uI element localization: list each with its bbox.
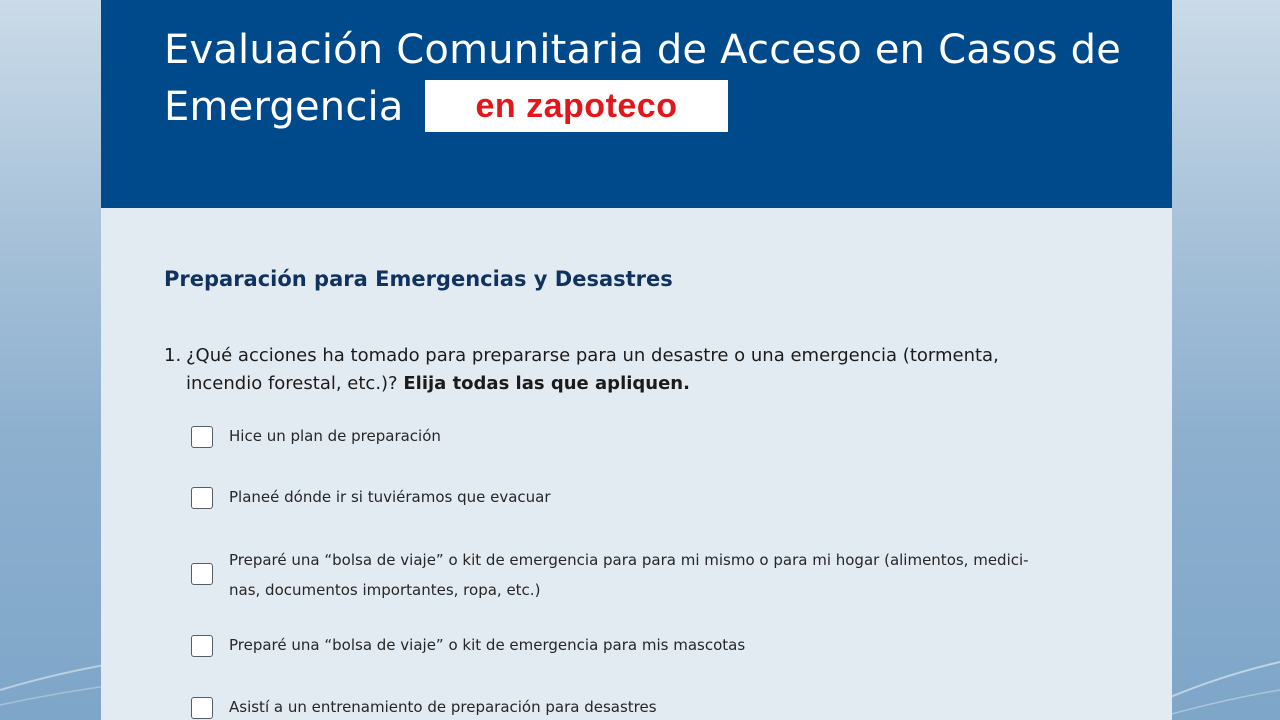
question-number: 1. [164, 345, 182, 366]
question-1 [164, 342, 1064, 398]
question-instruction: Elija todas las que apliquen. [403, 373, 690, 394]
section-title: Preparación para Emergencias y Desastres [164, 267, 673, 291]
option-1-checkbox[interactable] [191, 426, 213, 448]
option-1-label[interactable]: Hice un plan de preparación [229, 427, 441, 445]
option-4-checkbox[interactable] [191, 635, 213, 657]
option-3-checkbox[interactable] [191, 563, 213, 585]
option-4-label[interactable]: Preparé una “bolsa de viaje” o kit de emergencia para mis mascotas [229, 636, 746, 654]
option-5-label[interactable]: Asistí a un entrenamiento de preparación para desastres [229, 698, 657, 716]
form-title: Evaluación Comunitaria de Acceso en Casos de Emergencia [164, 27, 1122, 130]
survey-form-card [101, 0, 1172, 720]
option-2-checkbox[interactable] [191, 487, 213, 509]
option-5-checkbox[interactable] [191, 697, 213, 719]
form-header [101, 0, 1172, 208]
question-text: ¿Qué acciones ha tomado para prepararse para un desastre o una emergencia (tormenta, incendio forestal, etc.)? [186, 345, 999, 394]
option-2-label[interactable]: Planeé dónde ir si tuviéramos que evacuar [229, 488, 551, 506]
question-text-wrapper [186, 342, 1064, 398]
language-badge: en zapoteco [425, 80, 728, 132]
option-3-label[interactable]: Preparé una “bolsa de viaje” o kit de emergencia para para mi mismo o para mi hogar (alimentos, medici-nas, documentos importantes, ropa, etc.) [229, 551, 1029, 599]
